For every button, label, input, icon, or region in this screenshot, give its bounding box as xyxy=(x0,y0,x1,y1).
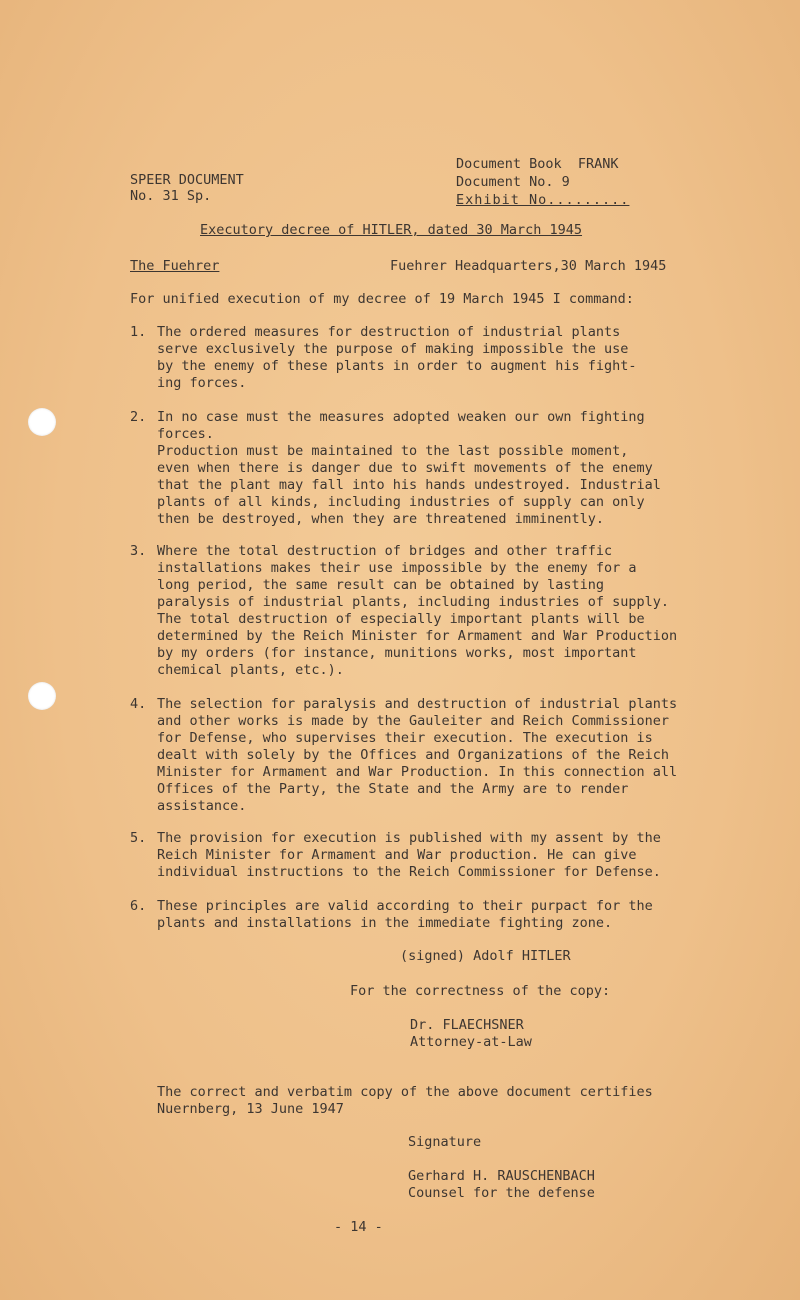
item-number: 5. xyxy=(130,830,147,846)
punch-hole-top xyxy=(28,408,56,436)
speer-document-label: SPEER DOCUMENT xyxy=(130,172,244,188)
sender: The Fuehrer xyxy=(130,258,220,274)
document-book: Document Book FRANK xyxy=(456,156,619,172)
exhibit-number: Exhibit No......... xyxy=(456,192,630,208)
intro-paragraph: For unified execution of my decree of 19 March 1945 I command: xyxy=(130,291,634,307)
speer-document-number: No. 31 Sp. xyxy=(130,188,212,204)
certification-date: Nuernberg, 13 June 1947 xyxy=(157,1101,344,1117)
counsel-name: Gerhard H. RAUSCHENBACH xyxy=(408,1168,595,1184)
item-text: Where the total destruction of bridges and other traffic installations makes their use impossible by the enemy for a long period, the same result can be obtained by lasting paralysis of industrial plants, including industries of supply. The total destruction of especially important plants will be determined by the Reich Minister for Armament and War Production by my orders (for instance, munitions works, most important chemical plants, etc.). xyxy=(157,543,678,678)
item-text: These principles are valid according to their purpact for the plants and installations in the immediate fighting zone. xyxy=(157,898,653,931)
certifier-title: Attorney-at-Law xyxy=(410,1034,532,1050)
item-number: 2. xyxy=(130,409,147,425)
certification-line: The correct and verbatim copy of the above document certifies xyxy=(157,1084,653,1100)
punch-hole-bottom xyxy=(28,682,56,710)
page-number: - 14 - xyxy=(334,1219,383,1235)
item-text: The provision for execution is published with my assent by the Reich Minister for Armament and War production. He can give individual instructions to the Reich Commissioner for Defense. xyxy=(157,830,661,880)
item-text: The selection for paralysis and destruction of industrial plants and other works is made by the Gauleiter and Reich Commissioner for Defense, who supervises their execution. The execution is dealt with solely by the Offices and Organizations of the Reich Minister for Armament and War Production. In this connection all Offices of the Party, the State and the Army are to render assistance. xyxy=(157,696,678,814)
certifier-name: Dr. FLAECHSNER xyxy=(410,1017,524,1033)
item-number: 1. xyxy=(130,324,147,340)
item-text: In no case must the measures adopted weaken our own fighting forces. Production must be maintained to the last possible moment, even when there is danger due to swift movements of the enemy that the plant may fall into his hands undestroyed. Industrial plants of all kinds, including industries of supply can only then be destroyed, when they are threatened imminently. xyxy=(157,409,661,527)
correctness-line: For the correctness of the copy: xyxy=(350,983,611,999)
item-text: The ordered measures for destruction of industrial plants serve exclusively the purpose of making impossible the use by the enemy of these plants in order to augment his fight- ing forces. xyxy=(157,324,637,391)
place-date: Fuehrer Headquarters,30 March 1945 xyxy=(390,258,667,274)
item-number: 4. xyxy=(130,696,147,712)
counsel-title: Counsel for the defense xyxy=(408,1185,595,1201)
item-number: 6. xyxy=(130,898,147,914)
item-number: 3. xyxy=(130,543,147,559)
document-title: Executory decree of HITLER, dated 30 March 1945 xyxy=(200,222,583,238)
signed-line: (signed) Adolf HITLER xyxy=(400,948,571,964)
document-number: Document No. 9 xyxy=(456,174,570,190)
signature-label: Signature xyxy=(408,1134,482,1150)
